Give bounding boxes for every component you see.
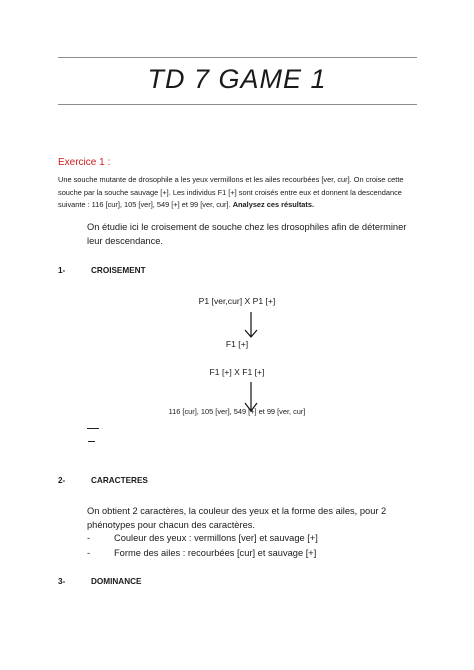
cross-parents: P1 [ver,cur] X P1 [+] <box>198 296 276 306</box>
page-title: TD 7 GAME 1 <box>147 64 327 94</box>
down-arrow-icon <box>244 312 258 338</box>
list-item <box>87 533 417 543</box>
list-item-text: Forme des ailes : recourbées [cur] et sauvage [+] <box>114 548 317 558</box>
cross-offspring: 116 [cur], 105 [ver], 549 [+] et 99 [ver, cur] <box>168 407 306 416</box>
section-number: 2- <box>58 476 66 485</box>
section-title: CARACTERES <box>91 476 148 485</box>
top-rule <box>58 57 417 58</box>
exercise-text: Une souche mutante de drosophile a les yeux vermillons et les ailes recourbées [ver, cur]. On croise cette souche par la souche sauvage [+]. Les individus F1 [+] sont croisés entre eux et donnent la descendance suivante : 116 [cur], 105 [ver], 549 [+] et 99 [ver, cur]. <box>58 175 404 210</box>
intro-paragraph: On étudie ici le croisement de souche chez les drosophiles afin de déterminer leur descendance. <box>87 222 407 247</box>
exercise-heading: Exercice 1 : <box>58 157 111 168</box>
section-number: 3- <box>58 577 66 586</box>
section-heading-croisement <box>58 266 146 275</box>
list-bullet: - <box>87 548 91 558</box>
section-number: 1- <box>58 266 66 275</box>
section-heading-caracteres <box>58 476 148 485</box>
cross-f1: F1 [+] <box>225 339 249 349</box>
dash-mark <box>87 428 99 429</box>
exercise-emphasis: Analysez ces résultats. <box>232 200 315 210</box>
title-rule <box>58 104 417 105</box>
section-title: DOMINANCE <box>91 577 142 586</box>
list-item-text: Couleur des yeux : vermillons [ver] et sauvage [+] <box>114 533 318 543</box>
section-heading-dominance <box>58 577 142 586</box>
dash-mark <box>88 441 95 442</box>
caracteres-paragraph: On obtient 2 caractères, la couleur des yeux et la forme des ailes, pour 2 phénotypes pour chacun des caractères. <box>87 506 387 531</box>
cross-f1-intercross: F1 [+] X F1 [+] <box>209 367 265 377</box>
exercise-paragraph <box>58 174 418 212</box>
list-bullet: - <box>87 533 91 543</box>
list-item <box>87 548 417 558</box>
section-title: CROISEMENT <box>91 266 146 275</box>
